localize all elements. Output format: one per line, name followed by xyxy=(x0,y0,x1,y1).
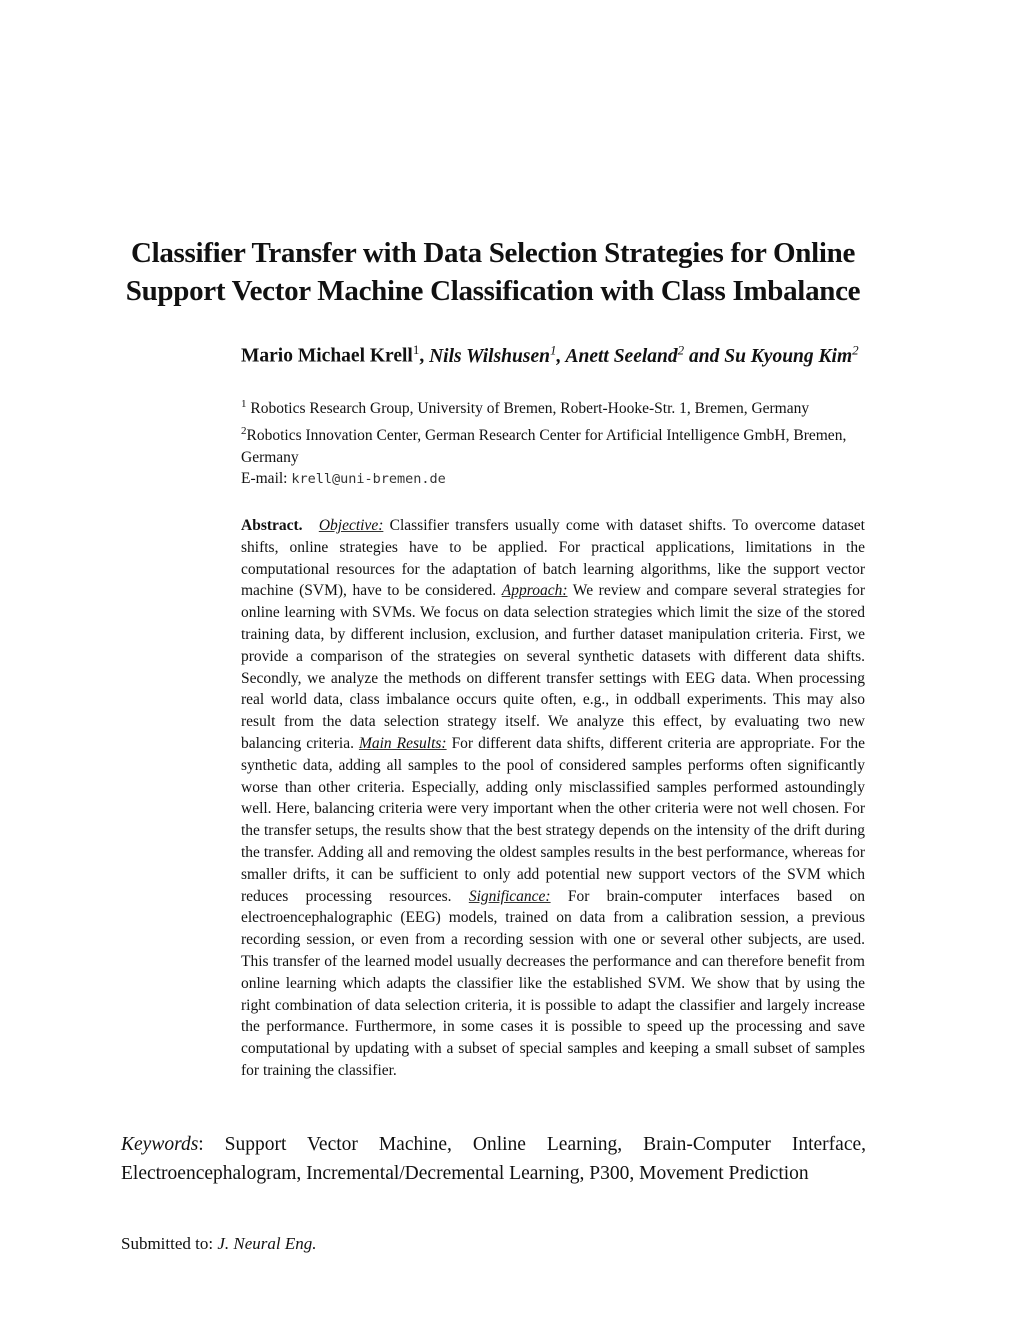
results-label: Main Results: xyxy=(358,734,447,752)
author-name: Mario Michael Krell xyxy=(241,345,413,367)
objective-text: Classifier transfers usually come with dataset shifts. To overcome dataset shifts, online strategies have to be applied. For practical applications, limitations in the computational resources for the adaptation of batch learning algorithms, like the support vector machine (SVM), have to be considered. xyxy=(241,517,865,600)
title-line-2: Support Vector Machine Classification with Class Imbalance xyxy=(125,275,861,307)
affiliations xyxy=(241,393,866,469)
affiliation-2 xyxy=(241,420,866,469)
abstract-heading: Abstract. xyxy=(241,517,303,534)
submission-note xyxy=(121,1232,317,1256)
results-text: For different data shifts, different criteria are appropriate. For the synthetic data, adding all samples to the pool of considered samples performs often significantly worse than other criteria. Especially, adding only misclassified samples performed astoundingly well. Here, balancing criteria were very important when the other criteria were not well chosen. For the transfer setups, the results show that the best strategy depends on the intensity of the drift during the transfer. Adding all and removing the oldest samples results in the best performance, whereas for smaller drifts, it can be sufficient to only add potential new support vectors of the SVM which reduces processing resources. xyxy=(241,734,866,905)
affiliation-mark: 2 xyxy=(241,425,247,438)
author-name: Anett Seeland xyxy=(565,345,678,367)
significance-label: Significance: xyxy=(468,887,551,905)
affiliation-text: Robotics Research Group, University of Bremen, Robert-Hooke-Str. 1, Bremen, Germany xyxy=(246,400,810,418)
keywords-label: Keywords xyxy=(121,1134,199,1155)
affiliation-mark: 1 xyxy=(241,398,247,410)
keywords xyxy=(121,1130,866,1188)
keywords-text: : Support Vector Machine, Online Learning, Brain-Computer Interface, Electroencephalogram, Incremental/Decremental Learning, P300, Movement Prediction xyxy=(121,1134,866,1184)
author-name: Nils Wilshusen xyxy=(429,345,550,367)
paper-title xyxy=(100,234,886,310)
author-affil-mark: 1 xyxy=(549,342,557,357)
author-separator: , xyxy=(556,345,566,367)
email-address[interactable]: krell@uni-bremen.de xyxy=(291,471,446,487)
author-affil-mark: 2 xyxy=(677,342,685,357)
affiliation-text: Robotics Innovation Center, German Research Center for Artificial Intelligence GmbH, Bremen, Germany xyxy=(241,427,847,467)
objective-label: Objective: xyxy=(318,517,384,534)
author-list xyxy=(241,336,866,371)
author-separator: , xyxy=(419,345,430,367)
submitted-label: Submitted to: xyxy=(121,1234,218,1253)
significance-text: For brain-computer interfaces based on electroencephalographic (EEG) models, trained on data from a calibration session, a previous recording session, or even from a recording session with one or several other subjects, are used. This transfer of the learned model usually decreases the performance and can therefore benefit from online learning which adapts the classifier like the established SVM. We show that by using the right combination of data selection criteria, it is possible to adapt the classifier and largely increase the performance. Furthermore, in some cases it is possible to speed up the processing and save computational by updating with a subset of special samples and keeping a small subset of samples for training the classifier. xyxy=(241,887,865,1079)
author-separator: and xyxy=(684,345,725,367)
author-name: Su Kyoung Kim xyxy=(724,345,853,367)
email-label: E-mail: xyxy=(241,470,292,487)
abstract xyxy=(241,515,865,1082)
author-affil-mark: 2 xyxy=(852,342,859,357)
affiliation-1 xyxy=(241,393,866,420)
email-line xyxy=(241,467,446,491)
journal-name: J. Neural Eng. xyxy=(217,1234,317,1253)
title-line-1: Classifier Transfer with Data Selection Strategies for Online xyxy=(130,237,856,269)
approach-label: Approach: xyxy=(501,582,568,600)
approach-text: We review and compare several strategies for online learning with SVMs. We focus on data selection strategies which limit the size of the stored training data, by different inclusion, exclusion, and further dataset manipulation criteria. First, we provide a comparison of the strategies on several synthetic datasets with different data shifts. Secondly, we analyze the methods on different transfer settings with EEG data. When processing real world data, class imbalance occurs quite often, e.g., in oddball experiments. This may also result from the data selection strategy itself. We analyze this effect, by evaluating two new balancing criteria. xyxy=(241,582,865,752)
author-affil-mark: 1 xyxy=(412,342,420,357)
